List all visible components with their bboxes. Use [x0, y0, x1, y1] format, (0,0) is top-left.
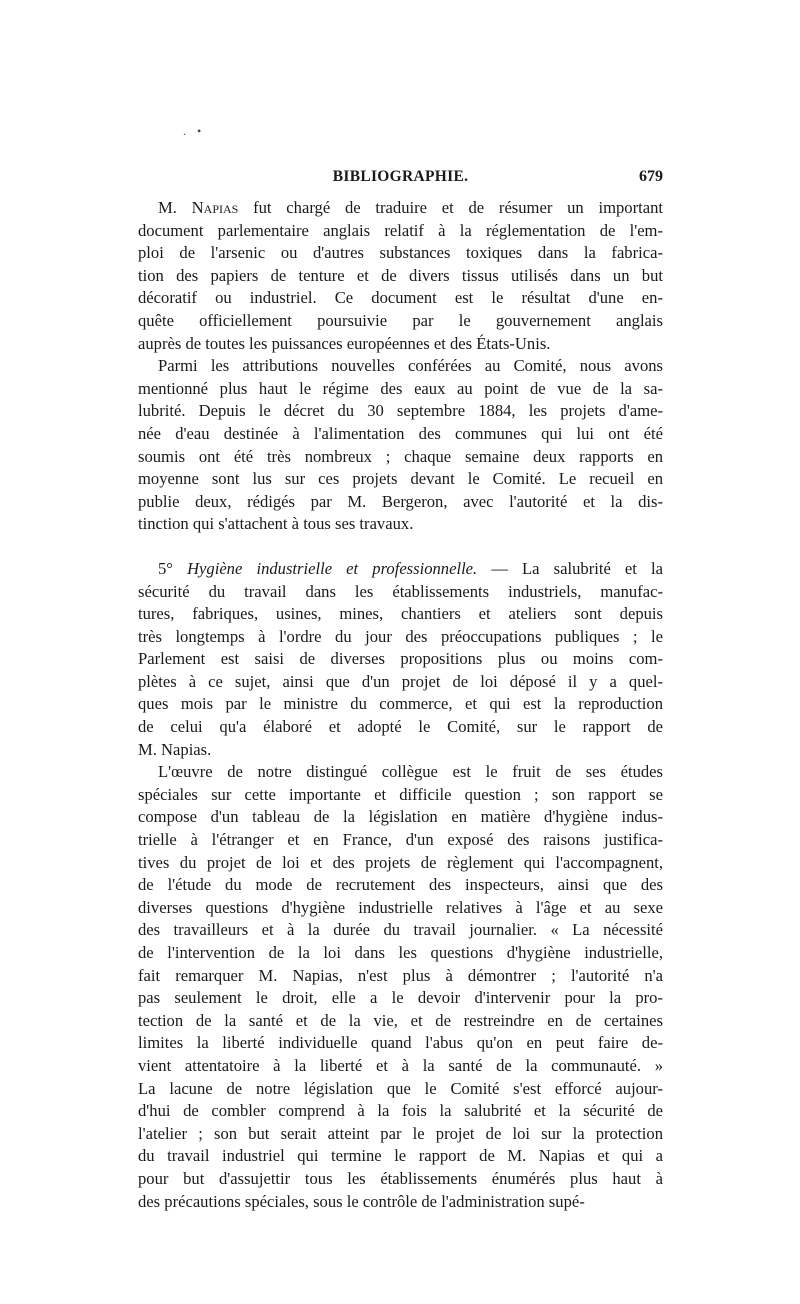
body-text	[138, 197, 663, 1213]
text-line: d'hui de combler comprend à la fois la salubrité et la sécurité de	[138, 1101, 663, 1121]
text-line: diverses questions d'hygiène industrielle relatives à l'âge et au sexe	[138, 897, 663, 917]
text-line: des précautions spéciales, sous le contrôle de l'administration supé-	[138, 1191, 585, 1211]
text-line: l'atelier ; son but serait atteint par le projet de loi sur la protection	[138, 1123, 663, 1143]
paragraph-napias-work	[138, 761, 663, 1213]
text-line: vient attentatoire à la liberté et à la santé de la communauté. »	[138, 1055, 663, 1075]
section-gap	[138, 536, 663, 558]
text-line: de l'étude du mode de recrutement des inspecteurs, ainsi que des	[138, 875, 663, 895]
text-line: sécurité du travail dans les établissements industriels, manufac-	[138, 581, 663, 601]
text-line: compose d'un tableau de la législation en matière d'hygiène indus-	[138, 807, 663, 827]
text-line: des travailleurs et à la durée du travail journalier. « La nécessité	[138, 920, 663, 940]
text-line: de celui qu'a élaboré et adopté le Comité, sur le rapport de	[138, 717, 663, 737]
text-line: tures, fabriques, usines, mines, chantiers et ateliers sont depuis	[138, 604, 663, 624]
text-line: lubrité. Depuis le décret du 30 septembre 1884, les projets d'ame-	[138, 401, 663, 421]
text-line: limites la liberté individuelle quand l'abus qu'on en peut faire de-	[138, 1033, 663, 1053]
text-line	[138, 558, 663, 581]
text-line: tinction qui s'attachent à tous ses travaux.	[138, 514, 414, 534]
text-line: très longtemps à l'ordre du jour des préoccupations publiques ; le	[138, 626, 663, 646]
text-line: tion des papiers de tenture et de divers tissus utilisés dans un but	[138, 265, 663, 285]
text-line: quête officiellement poursuivie par le gouvernement anglais	[138, 310, 663, 330]
stray-mark: . •	[183, 124, 206, 138]
text-line: trielle à l'étranger et en France, d'un exposé des raisons justifica-	[138, 830, 663, 850]
text-line: La lacune de notre législation que le Comité s'est efforcé aujour-	[138, 1078, 663, 1098]
text-line: Parlement est saisi de diverses propositions plus ou moins com-	[138, 649, 663, 669]
paragraph-industrial-hygiene	[138, 558, 663, 761]
text-line: du travail industriel qui termine le rapport de M. Napias et qui a	[138, 1146, 663, 1166]
text-line: ploi de l'arsenic ou d'autres substances toxiques dans la fabrica-	[138, 243, 663, 263]
text-line: auprès de toutes les puissances européennes et des États-Unis.	[138, 333, 551, 353]
line-text: La salubrité et la	[522, 558, 663, 578]
paragraph-arsenic-document	[138, 197, 663, 355]
text-line: née d'eau destinée à l'alimentation des communes qui lui ont été	[138, 423, 663, 443]
text-line: M. Napias.	[138, 739, 212, 759]
running-title: BIBLIOGRAPHIE.	[332, 168, 469, 185]
section-title: Hygiène industrielle et professionnelle.	[187, 558, 478, 578]
text-line: pour but d'assujettir tous les établissements énumérés plus haut à	[138, 1168, 663, 1188]
text-line: fait remarquer M. Napias, n'est plus à démontrer ; l'autorité n'a	[138, 965, 663, 985]
text-line: décoratif ou industriel. Ce document est le résultat d'une en-	[138, 288, 663, 308]
text-line: de l'intervention de la loi dans les questions d'hygiène industrielle,	[138, 943, 663, 962]
text-line: M. Napias fut chargé de traduire et de résumer un important	[158, 198, 663, 217]
text-line: publie deux, rédigés par M. Bergeron, avec l'autorité et la dis-	[138, 491, 663, 511]
text-line: pas seulement le droit, elle a le devoir d'intervenir pour la pro-	[138, 988, 663, 1008]
text-line: tection de la santé et de la vie, et de restreindre en de certaines	[138, 1010, 663, 1030]
running-head	[138, 168, 663, 192]
text-line: ques mois par le ministre du commerce, et qui est la reproduction	[138, 694, 663, 714]
text-line: L'œuvre de notre distingué collègue est le fruit de ses études	[158, 762, 663, 782]
page-number: 679	[639, 168, 663, 185]
text-line: tives du projet de loi et des projets de règlement qui l'accompagnent,	[138, 852, 663, 872]
section-dash: —	[477, 558, 523, 578]
text-line: spéciales sur cette importante et difficile question ; son rapport se	[138, 784, 663, 804]
text-line: plètes à ce sujet, ainsi que d'un projet de loi déposé il y a quel-	[138, 671, 663, 691]
text-line: Parmi les attributions nouvelles conférées au Comité, nous avons	[158, 356, 663, 376]
section-number: 5°	[158, 558, 173, 578]
text-line: soumis ont été très nombreux ; chaque semaine deux rapports en	[138, 446, 663, 466]
paragraph-water-regime	[138, 355, 663, 536]
author-name: Napias	[191, 198, 239, 217]
text-line: document parlementaire anglais relatif à la réglementation de l'em-	[138, 220, 663, 240]
text-line: moyenne sont lus sur ces projets devant le Comité. Le recueil en	[138, 469, 663, 489]
text-line: mentionné plus haut le régime des eaux au point de vue de la sa-	[138, 378, 663, 398]
